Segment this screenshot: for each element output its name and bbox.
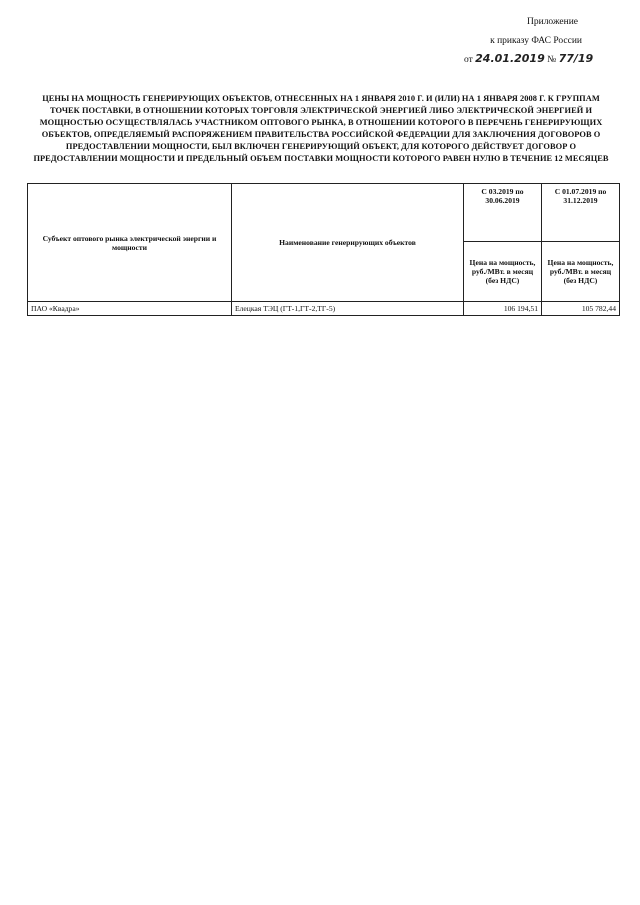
document-title: ЦЕНЫ НА МОЩНОСТЬ ГЕНЕРИРУЮЩИХ ОБЪЕКТОВ, ОТНЕСЕННЫХ НА 1 ЯНВАРЯ 2010 Г. И (ИЛИ) НА 1 ЯНВАРЯ 2008 Г. К ГРУППАМ ТОЧЕК ПОСТАВКИ, В ОТНОШЕНИИ КОТОРЫХ ТОРГОВЛЯ ЭЛЕКТРИЧЕСКОЙ ЭНЕРГИЕЙ ЛИБО ЭЛЕКТРИЧЕСКОЙ ЭНЕРГИЕЙ И МОЩНОСТЬЮ ОСУЩЕСТВЛЯЛАСЬ УЧАСТНИКОМ ОПТОВОГО РЫНКА, В ОТНОШЕНИИ КОТОРОГО В ПЕРЕЧЕНЬ ГЕНЕРИРУЮЩИХ ОБЪЕКТОВ, ОПРЕДЕЛЯЕМЫЙ РАСПОРЯЖЕНИЕМ ПРАВИТЕЛЬСТВА РОССИЙСКОЙ ФЕДЕРАЦИИ ДЛЯ ЗАКЛЮЧЕНИЯ ДОГОВОРОВ О ПРЕДОСТАВЛЕНИИ МОЩНОСТИ, БЫЛ ВКЛЮЧЕН ГЕНЕРИРУЮЩИЙ ОБЪЕКТ, ДЛЯ КОТОРОГО ДЕЙСТВУЕТ ДОГОВОР О ПРЕДОСТАВЛЕНИИ МОЩНОСТИ И ПРЕДЕЛЬНЫЙ ОБЪЕМ ПОСТАВКИ МОЩНОСТИ КОТОРОГО РАВЕН НУЛЮ В ТЕЧЕНИЕ 12 МЕСЯЦЕВ [33,94,609,163]
order-date-number [448,52,628,67]
appendix-header [448,16,628,66]
appendix-label: Приложение [527,17,578,27]
cell-objects: Елецкая ТЭЦ (ГТ-1,ГТ-2,ТГ-5) [232,302,464,316]
header-subject: Субъект оптового рынка электрической энергии и мощности [28,184,232,302]
price-table [27,183,620,316]
header-objects: Наименование генерирующих объектов [232,184,464,302]
cell-price-1: 106 194,51 [464,302,542,316]
header-price-unit-2: Цена на мощность, руб./МВт. в месяц (без НДС) [542,242,620,302]
header-price-unit-1: Цена на мощность, руб./МВт. в месяц (без НДС) [464,242,542,302]
handwritten-number: 77/19 [558,51,594,65]
header-period-2: С 01.07.2019 по 31.12.2019 [542,184,620,242]
number-label: № [547,54,557,65]
table-header-row [28,184,620,242]
cell-subject: ПАО «Квадра» [28,302,232,316]
from-label: от [464,54,473,65]
table-row [28,302,620,316]
cell-price-2: 105 782,44 [542,302,620,316]
handwritten-date: 24.01.2019 [475,51,545,65]
order-reference: к приказу ФАС России [490,35,582,46]
header-period-1: С 03.2019 по 30.06.2019 [464,184,542,242]
